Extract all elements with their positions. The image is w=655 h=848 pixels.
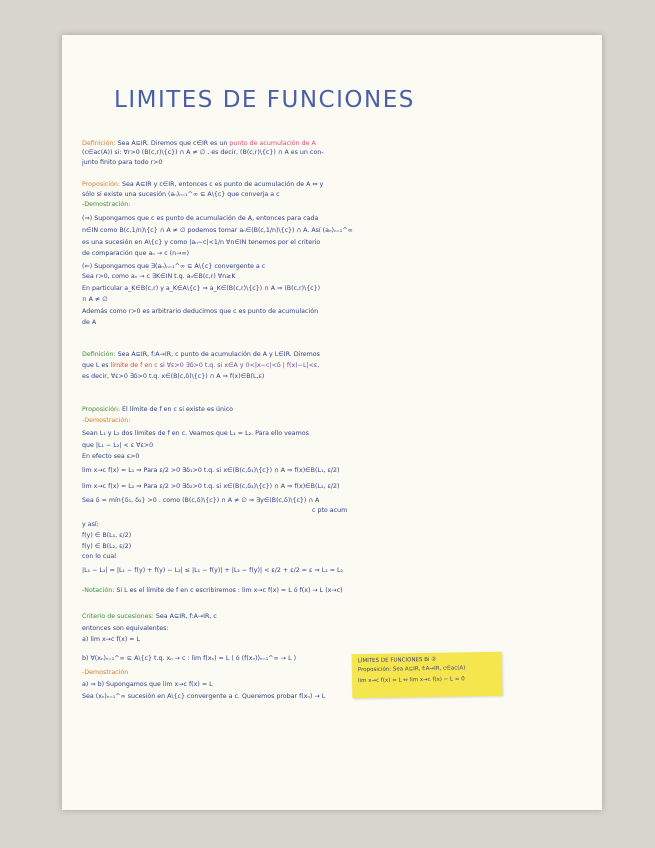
note-line-crit2	[82, 625, 587, 633]
note-line-crit1	[82, 613, 587, 621]
note-line-def1c	[82, 159, 587, 167]
line-text: sólo si existe una sucesión (aₙ)ₙ₌₁^∞ ⊆ A\{c} que converja a c	[82, 191, 280, 198]
line-text: junto finito para todo r>0	[82, 159, 163, 166]
note-line-d2	[82, 227, 587, 235]
line-text: Si L es el límite de f en c escribiremos : lim x→c f(x) = L ó f(x) → L (x→c)	[114, 587, 343, 594]
line-text: lim x→c f(x) = L₁ ⇒ Para ε/2 >0 ∃δ₁>0 t.q. si x∈(B(c,δ₁)\{c}) ∩ A ⇒ f(x)∈B(L₁, ε/2)	[82, 467, 340, 474]
line-text: Sea A⊆IR. Diremos que c∈IR es un	[115, 140, 230, 147]
note-line-e3	[82, 453, 587, 461]
note-line-prop2	[82, 406, 587, 414]
note-line-d4	[82, 250, 587, 258]
note-line-e11	[82, 553, 587, 561]
line-text: (c∈ac(A)) si: ∀r>0 (B(c,r)\{c}) ∩ A ≠ ∅ , es decir, (B(c,r)\{c}) ∩ A es un con-	[82, 149, 324, 156]
line-text: Sea A⊆IR, f:A→IR, c	[153, 613, 217, 620]
line-text: f(y) ∈ B(L₂, ε/2)	[82, 543, 132, 550]
line-text: El límite de f en c si existe es único	[120, 406, 234, 413]
note-line-f2	[82, 693, 587, 701]
line-text: con lo cual	[82, 553, 116, 560]
note-line-d10	[82, 319, 587, 327]
sticky-note-line: Proposición: Sea A⊆IR, f:A→IR, c∈ac(A)	[357, 665, 466, 674]
note-line-e12	[82, 567, 587, 575]
note-line-d3	[82, 239, 587, 247]
line-text: que L es	[82, 362, 111, 369]
line-text-rest: si ∀ε>0 ∃δ>0 t.q. si x∈A y 0<|x−c|<δ | f(x)−L|<ε,	[157, 362, 320, 369]
line-text: Sean L₁ y L₂ dos límites de f en c. Veamos que L₁ = L₂. Para ello veamos	[82, 430, 309, 437]
note-line-def2b	[82, 362, 587, 370]
section-label: Definición:	[82, 140, 116, 147]
note-line-crit3	[82, 636, 587, 644]
note-line-d1	[82, 215, 587, 223]
section-label: Proposición:	[82, 406, 121, 413]
line-text: a) lim x→c f(x) = L	[82, 636, 141, 643]
note-line-e2	[82, 442, 587, 450]
note-line-prop1b	[82, 191, 587, 199]
note-line-e10	[82, 543, 587, 551]
note-line-prop1a	[82, 181, 587, 189]
page-title: LIMITES DE FUNCIONES	[114, 87, 415, 113]
section-label: Criterio de sucesiones:	[82, 613, 154, 620]
note-line-d9	[82, 308, 587, 316]
note-line-e9	[82, 532, 587, 540]
section-label: Definición:	[82, 351, 116, 358]
line-text: ∩ A ≠ ∅	[82, 296, 108, 303]
note-line-def1a	[82, 140, 587, 148]
note-line-d6	[82, 273, 587, 281]
line-text: Además como r>0 es arbitrario deducimos que c es punto de acumulación	[82, 308, 319, 315]
highlighted-term: límite de f en c	[110, 362, 158, 369]
line-text: (⇒) Supongamos que c es punto de acumulación de A, entonces para cada	[82, 215, 319, 222]
sticky-note-line: LÍMITES DE FUNCIONES Bi ②	[357, 656, 437, 665]
line-text: de A	[82, 319, 97, 326]
section-label: Proposición:	[82, 181, 121, 188]
note-line-def2c	[82, 373, 587, 381]
note-line-d5	[82, 263, 587, 271]
line-text: que |L₁ − L₂| < ε ∀ε>0	[82, 442, 154, 449]
note-line-dem2	[82, 417, 587, 425]
line-text: es decir, ∀ε>0 ∃δ>0 t.q. x∈(B(c,δ)\{c}) ∩ A ⇒ f(x)∈B(L,ε)	[82, 373, 265, 380]
note-line-not1	[82, 587, 587, 595]
line-text: es una sucesión en A\{c} y como |aₙ−c|<1/n ∀n∈IN tenemos por el criterio	[82, 239, 321, 246]
line-text: b) ∀(xₙ)ₙ₌₁^∞ ⊆ A\{c} t.q. xₙ → c : lim f(xₙ) = L ( ó (f(xₙ))ₙ₌₁^∞ → L )	[82, 655, 297, 662]
note-line-crit4	[82, 655, 587, 663]
line-text: En particular a_K∈B(c,r) y a_K∈A\{c} ⇒ a_K∈(B(c,r)\{c}) ∩ A ⇒ (B(c,r)\{c})	[82, 285, 321, 292]
line-text: Sea (xₙ)ₙ₌₁^∞ sucesión en A\{c} convergente a c. Queremos probar f(xₙ) → L	[82, 693, 326, 700]
note-line-e8	[82, 521, 587, 529]
note-line-e1	[82, 430, 587, 438]
note-line-def1b	[82, 149, 587, 157]
section-label: -Demostración:	[82, 201, 131, 208]
line-text: entonces son equivalentes:	[82, 625, 169, 632]
line-text: a) ⇒ b) Supongamos que lim x→c f(x) = L	[82, 681, 213, 688]
note-line-e5	[82, 483, 587, 491]
line-text: Sea δ = mín{δ₁, δ₂} >0 . como (B(c,δ)\{c}) ∩ A ≠ ∅ ⇒ ∃y∈(B(c,δ)\{c}) ∩ A	[82, 497, 320, 504]
section-label: -Demostración	[82, 669, 129, 676]
sticky-note-line: lim x→c f(x) = L ⇔ lim x→c f(x) − L = 0	[358, 676, 465, 685]
section-label: -Notación:	[82, 587, 115, 594]
note-line-d8	[82, 296, 587, 304]
note-line-e6	[82, 497, 587, 505]
highlighted-term: punto de acumulación de A	[229, 140, 316, 147]
notebook-page	[62, 35, 602, 810]
line-text: y así:	[82, 521, 99, 528]
line-text: c pto acum	[312, 507, 348, 514]
note-line-dem1	[82, 201, 587, 209]
sticky-note	[352, 652, 503, 699]
line-text: Sea r>0, como aₙ → c ∃K∈IN t.q. aₙ∈B(c,r) ∀n≥K	[82, 273, 236, 280]
line-text: lim x→c f(x) = L₂ ⇒ Para ε/2 >0 ∃δ₂>0 t.q. si x∈(B(c,δ₂)\{c}) ∩ A ⇒ f(x)∈B(L₂, ε/2)	[82, 483, 340, 490]
line-text: f(y) ∈ B(L₁, ε/2)	[82, 532, 132, 539]
note-line-def2a	[82, 351, 587, 359]
line-text: de comparación que aₙ → c (n→∞)	[82, 250, 190, 257]
note-line-e7	[312, 507, 602, 515]
note-line-dem3	[82, 669, 587, 677]
line-text: (⇐) Supongamos que ∃(aₙ)ₙ₌₁^∞ ⊆ A\{c} convergente a c	[82, 263, 266, 270]
note-line-e4	[82, 467, 587, 475]
note-line-f1	[82, 681, 587, 689]
section-label: -Demostración:	[82, 417, 131, 424]
line-text: Sea A⊆IR, f:A→IR, c punto de acumulación de A y L∈IR. Diremos	[115, 351, 320, 358]
line-text: |L₁ − L₂| = |L₁ − f(y) + f(y) − L₂| ≤ |L₁ − f(y)| + |L₂ − f(y)| < ε/2 + ε/2 = ε ⇒ L₁ = L₂	[82, 567, 344, 574]
line-text: En efecto sea ε>0	[82, 453, 140, 460]
line-text: n∈IN como B(c,1/n)\{c} ∩ A ≠ ∅ podemos tomar aₙ∈(B(c,1/n)\{c}) ∩ A. Así (aₙ)ₙ₌₁^∞	[82, 227, 353, 234]
line-text: Sea A⊆IR y c∈IR, entonces c es punto de acumulación de A ⇔ y	[120, 181, 324, 188]
note-line-d7	[82, 285, 587, 293]
